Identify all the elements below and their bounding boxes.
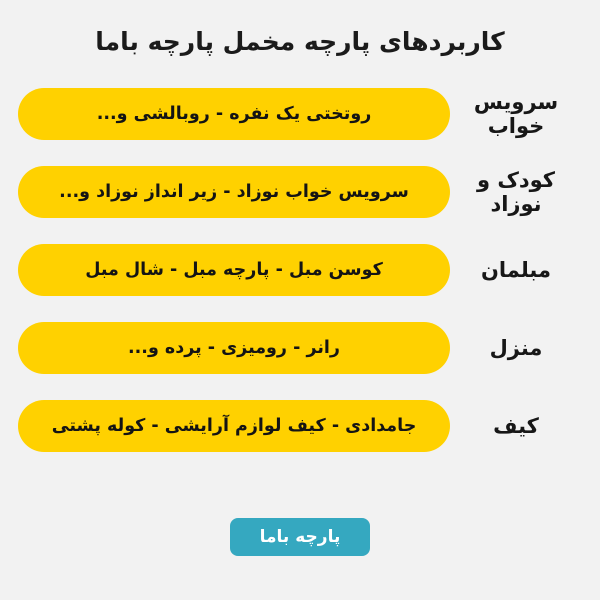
brand-badge[interactable]: پارچه باما (230, 518, 371, 556)
category-pill[interactable] (18, 322, 450, 374)
category-pill-text: سرویس خواب نوزاد - زیر انداز نوزاد و... (59, 181, 409, 202)
list-item (18, 311, 582, 385)
category-pill-text: رانر - رومیزی - پرده و... (128, 337, 340, 358)
category-pill-text: کوسن مبل - پارچه مبل - شال مبل (85, 259, 383, 280)
footer (0, 504, 600, 600)
category-pill-text: روتختی یک نفره - روبالشی و... (96, 103, 372, 124)
list-item (18, 389, 582, 463)
category-label: منزل (489, 335, 543, 360)
category-pill[interactable] (18, 244, 450, 296)
list-item (18, 233, 582, 307)
title-container (0, 0, 600, 69)
category-pill[interactable] (18, 166, 450, 218)
category-list (0, 69, 600, 505)
category-label: کیف (493, 413, 539, 438)
list-item (18, 155, 582, 229)
category-label: مبلمان (480, 257, 552, 282)
list-item (18, 77, 582, 151)
category-pill-text: جامدادی - کیف لوازم آرایشی - کوله پشتی (51, 415, 417, 436)
page-title: کاربردهای پارچه مخمل پارچه باما (95, 27, 505, 56)
category-label: کودک و نوزاد (476, 167, 556, 216)
category-pill[interactable] (18, 88, 450, 140)
category-pill[interactable] (18, 400, 450, 452)
category-label: سرویس خواب (473, 89, 559, 138)
